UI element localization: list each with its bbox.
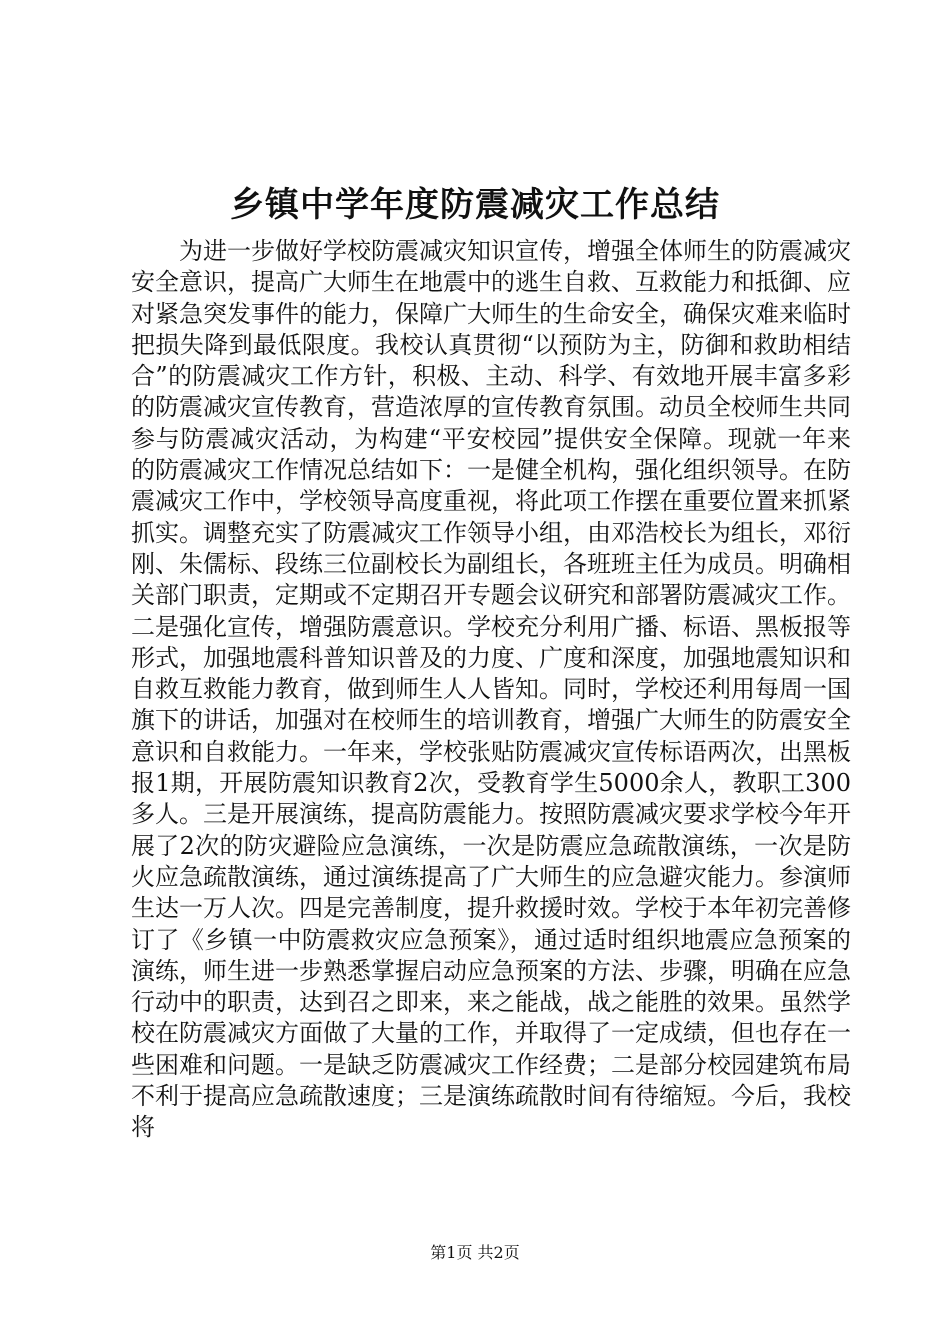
page-number-footer: 第1页 共2页 (430, 1243, 520, 1262)
document-body-paragraph: 为进一步做好学校防震减灾知识宣传，增强全体师生的防震减灾安全意识，提高广大师生在地震中的逃生自救、互救能力和抵御、应对紧急突发事件的能力，保障广大师生的生命安全，确保灾难来临时把损失降到最低限度。我校认真贯彻“以预防为主，防御和救助相结合”的防震减灾工作方针，积极、主动、科学、有效地开展丰富多彩的防震减灾宣传教育，营造浓厚的宣传教育氛围。动员全校师生共同参与防震减灾活动，为构建“平安校园”提供安全保障。现就一年来的防震减灾工作情况总结如下：一是健全机构，强化组织领导。在防震减灾工作中，学校领导高度重视，将此项工作摆在重要位置来抓紧抓实。调整充实了防震减灾工作领导小组，由邓浩校长为组长，邓衍刚、朱儒标、段练三位副校长为副组长，各班班主任为成员。明确相关部门职责，定期或不定期召开专题会议研究和部署防震减灾工作。二是强化宣传，增强防震意识。学校充分利用广播、标语、黑板报等形式，加强地震科普知识普及的力度、广度和深度，加强地震知识和自救互救能力教育，做到师生人人皆知。同时，学校还利用每周一国旗下的讲话，加强对在校师生的培训教育，增强广大师生的防震安全意识和自救能力。一年来，学校张贴防震减灾宣传标语两次，出黑板报1期，开展防震知识教育2次，受教育学生5000余人，教职工300多人。三是开展演练，提高防震能力。按照防震减灾要求学校今年开展了2次的防灾避险应急演练，一次是防震应急疏散演练，一次是防火应急疏散演练，通过演练提高了广大师生的应急避灾能力。参演师生达一万人次。四是完善制度，提升救援时效。学校于本年初完善修订了《乡镇一中防震救灾应急预案》，通过适时组织地震应急预案的演练，师生进一步熟悉掌握启动应急预案的方法、步骤，明确在应急行动中的职责，达到召之即来，来之能战，战之能胜的效果。虽然学校在防震减灾方面做了大量的工作，并取得了一定成绩，但也存在一些困难和问题。一是缺乏防震减灾工作经费；二是部分校园建筑布局不利于提高应急疏散速度；三是演练疏散时间有待缩短。今后，我校将 (131, 237, 851, 1142)
document-title: 乡镇中学年度防震减灾工作总结 (230, 185, 720, 225)
